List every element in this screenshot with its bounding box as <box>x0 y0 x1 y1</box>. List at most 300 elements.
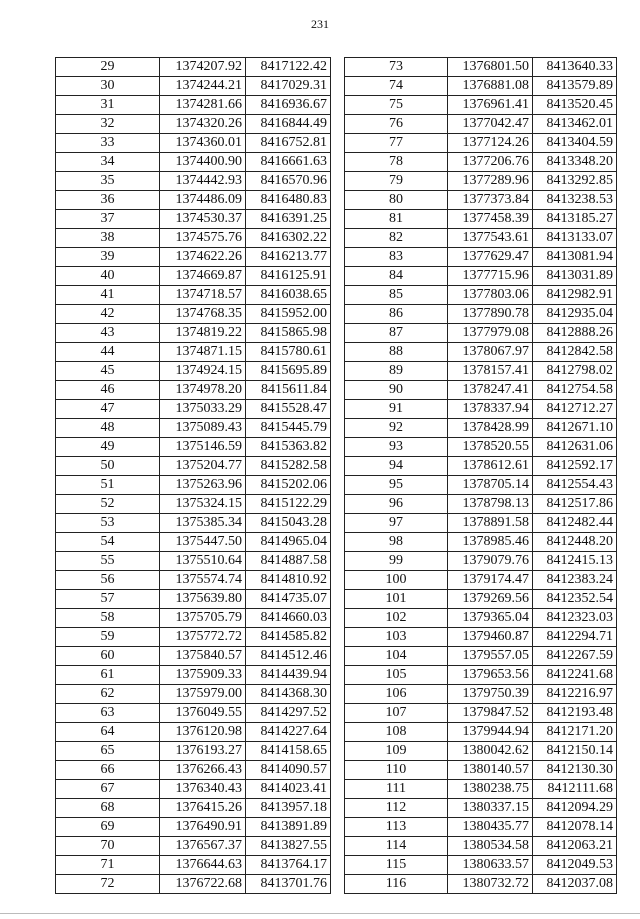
table-row <box>345 609 617 628</box>
table-row <box>345 723 617 742</box>
point-number-cell: 78 <box>345 153 448 172</box>
point-number-cell: 114 <box>345 837 448 856</box>
point-number-cell: 35 <box>56 172 160 191</box>
x-coordinate-cell: 1376722.68 <box>160 875 246 894</box>
table-row <box>345 514 617 533</box>
point-number-cell: 113 <box>345 818 448 837</box>
y-coordinate-cell: 8415282.58 <box>246 457 331 476</box>
point-number-cell: 44 <box>56 343 160 362</box>
x-coordinate-cell: 1374400.90 <box>160 153 246 172</box>
x-coordinate-cell: 1379557.05 <box>448 647 533 666</box>
table-row <box>345 818 617 837</box>
point-number-cell: 102 <box>345 609 448 628</box>
y-coordinate-cell: 8415611.84 <box>246 381 331 400</box>
point-number-cell: 33 <box>56 134 160 153</box>
point-number-cell: 95 <box>345 476 448 495</box>
x-coordinate-cell: 1377543.61 <box>448 229 533 248</box>
table-row <box>56 96 331 115</box>
x-coordinate-cell: 1375574.74 <box>160 571 246 590</box>
x-coordinate-cell: 1376801.50 <box>448 58 533 77</box>
table-row <box>56 115 331 134</box>
table-row <box>345 362 617 381</box>
x-coordinate-cell: 1380140.57 <box>448 761 533 780</box>
table-row <box>345 761 617 780</box>
point-number-cell: 93 <box>345 438 448 457</box>
y-coordinate-cell: 8415695.89 <box>246 362 331 381</box>
x-coordinate-cell: 1374622.26 <box>160 248 246 267</box>
y-coordinate-cell: 8414512.46 <box>246 647 331 666</box>
x-coordinate-cell: 1377803.06 <box>448 286 533 305</box>
table-row <box>56 571 331 590</box>
x-coordinate-cell: 1375089.43 <box>160 419 246 438</box>
x-coordinate-cell: 1375324.15 <box>160 495 246 514</box>
y-coordinate-cell: 8413238.53 <box>533 191 617 210</box>
y-coordinate-cell: 8413520.45 <box>533 96 617 115</box>
x-coordinate-cell: 1375510.64 <box>160 552 246 571</box>
x-coordinate-cell: 1375263.96 <box>160 476 246 495</box>
x-coordinate-cell: 1375146.59 <box>160 438 246 457</box>
y-coordinate-cell: 8412798.02 <box>533 362 617 381</box>
point-number-cell: 69 <box>56 818 160 837</box>
y-coordinate-cell: 8412241.68 <box>533 666 617 685</box>
point-number-cell: 48 <box>56 419 160 438</box>
point-number-cell: 53 <box>56 514 160 533</box>
point-number-cell: 68 <box>56 799 160 818</box>
table-row <box>56 628 331 647</box>
y-coordinate-cell: 8412842.58 <box>533 343 617 362</box>
table-row <box>345 533 617 552</box>
table-row <box>56 248 331 267</box>
x-coordinate-cell: 1379174.47 <box>448 571 533 590</box>
table-row <box>56 723 331 742</box>
table-row <box>56 343 331 362</box>
point-number-cell: 90 <box>345 381 448 400</box>
table-row <box>56 305 331 324</box>
x-coordinate-cell: 1378705.14 <box>448 476 533 495</box>
table-row <box>345 400 617 419</box>
table-row <box>56 77 331 96</box>
y-coordinate-cell: 8413891.89 <box>246 818 331 837</box>
y-coordinate-cell: 8417029.31 <box>246 77 331 96</box>
y-coordinate-cell: 8415202.06 <box>246 476 331 495</box>
y-coordinate-cell: 8413827.55 <box>246 837 331 856</box>
point-number-cell: 108 <box>345 723 448 742</box>
point-number-cell: 45 <box>56 362 160 381</box>
y-coordinate-cell: 8413462.01 <box>533 115 617 134</box>
point-number-cell: 105 <box>345 666 448 685</box>
table-row <box>56 362 331 381</box>
table-row <box>56 704 331 723</box>
y-coordinate-cell: 8413081.94 <box>533 248 617 267</box>
x-coordinate-cell: 1380042.62 <box>448 742 533 761</box>
point-number-cell: 115 <box>345 856 448 875</box>
x-coordinate-cell: 1376567.37 <box>160 837 246 856</box>
table-row <box>56 837 331 856</box>
y-coordinate-cell: 8412267.59 <box>533 647 617 666</box>
x-coordinate-cell: 1375840.57 <box>160 647 246 666</box>
x-coordinate-cell: 1375979.00 <box>160 685 246 704</box>
point-number-cell: 41 <box>56 286 160 305</box>
point-number-cell: 73 <box>345 58 448 77</box>
point-number-cell: 103 <box>345 628 448 647</box>
x-coordinate-cell: 1375204.77 <box>160 457 246 476</box>
table-row <box>56 495 331 514</box>
point-number-cell: 77 <box>345 134 448 153</box>
y-coordinate-cell: 8416480.83 <box>246 191 331 210</box>
x-coordinate-cell: 1376266.43 <box>160 761 246 780</box>
table-row <box>56 381 331 400</box>
table-row <box>56 514 331 533</box>
point-number-cell: 74 <box>345 77 448 96</box>
x-coordinate-cell: 1379460.87 <box>448 628 533 647</box>
y-coordinate-cell: 8414227.64 <box>246 723 331 742</box>
y-coordinate-cell: 8412150.14 <box>533 742 617 761</box>
y-coordinate-cell: 8412631.06 <box>533 438 617 457</box>
table-row <box>56 609 331 628</box>
x-coordinate-cell: 1374871.15 <box>160 343 246 362</box>
y-coordinate-cell: 8416752.81 <box>246 134 331 153</box>
y-coordinate-cell: 8415043.28 <box>246 514 331 533</box>
x-coordinate-cell: 1374530.37 <box>160 210 246 229</box>
x-coordinate-cell: 1380238.75 <box>448 780 533 799</box>
y-coordinate-cell: 8412049.53 <box>533 856 617 875</box>
x-coordinate-cell: 1379269.56 <box>448 590 533 609</box>
y-coordinate-cell: 8413185.27 <box>533 210 617 229</box>
table-row <box>345 856 617 875</box>
point-number-cell: 86 <box>345 305 448 324</box>
table-row <box>56 419 331 438</box>
point-number-cell: 50 <box>56 457 160 476</box>
table-row <box>345 590 617 609</box>
point-number-cell: 72 <box>56 875 160 894</box>
point-number-cell: 59 <box>56 628 160 647</box>
point-number-cell: 61 <box>56 666 160 685</box>
point-number-cell: 79 <box>345 172 448 191</box>
y-coordinate-cell: 8412294.71 <box>533 628 617 647</box>
table-row <box>345 324 617 343</box>
x-coordinate-cell: 1374244.21 <box>160 77 246 96</box>
y-coordinate-cell: 8412517.86 <box>533 495 617 514</box>
table-row <box>56 153 331 172</box>
x-coordinate-cell: 1374768.35 <box>160 305 246 324</box>
y-coordinate-cell: 8414439.94 <box>246 666 331 685</box>
point-number-cell: 51 <box>56 476 160 495</box>
y-coordinate-cell: 8413292.85 <box>533 172 617 191</box>
point-number-cell: 54 <box>56 533 160 552</box>
point-number-cell: 66 <box>56 761 160 780</box>
x-coordinate-cell: 1378067.97 <box>448 343 533 362</box>
table-row <box>345 476 617 495</box>
point-number-cell: 42 <box>56 305 160 324</box>
table-row <box>345 286 617 305</box>
point-number-cell: 106 <box>345 685 448 704</box>
x-coordinate-cell: 1378157.41 <box>448 362 533 381</box>
x-coordinate-cell: 1376120.98 <box>160 723 246 742</box>
point-number-cell: 34 <box>56 153 160 172</box>
y-coordinate-cell: 8412193.48 <box>533 704 617 723</box>
x-coordinate-cell: 1375909.33 <box>160 666 246 685</box>
x-coordinate-cell: 1374924.15 <box>160 362 246 381</box>
point-number-cell: 101 <box>345 590 448 609</box>
x-coordinate-cell: 1378985.46 <box>448 533 533 552</box>
point-number-cell: 30 <box>56 77 160 96</box>
x-coordinate-cell: 1374486.09 <box>160 191 246 210</box>
page-number: 231 <box>311 17 329 31</box>
x-coordinate-cell: 1374360.01 <box>160 134 246 153</box>
x-coordinate-cell: 1380732.72 <box>448 875 533 894</box>
y-coordinate-cell: 8412712.27 <box>533 400 617 419</box>
y-coordinate-cell: 8416936.67 <box>246 96 331 115</box>
y-coordinate-cell: 8413133.07 <box>533 229 617 248</box>
table-row <box>345 837 617 856</box>
table-row <box>345 457 617 476</box>
x-coordinate-cell: 1378798.13 <box>448 495 533 514</box>
point-number-cell: 58 <box>56 609 160 628</box>
y-coordinate-cell: 8417122.42 <box>246 58 331 77</box>
table-row <box>345 229 617 248</box>
point-number-cell: 62 <box>56 685 160 704</box>
y-coordinate-cell: 8414735.07 <box>246 590 331 609</box>
table-row <box>345 799 617 818</box>
x-coordinate-cell: 1374207.92 <box>160 58 246 77</box>
point-number-cell: 75 <box>345 96 448 115</box>
table-row <box>345 571 617 590</box>
point-number-cell: 52 <box>56 495 160 514</box>
table-row <box>345 115 617 134</box>
table-row <box>345 210 617 229</box>
y-coordinate-cell: 8412130.30 <box>533 761 617 780</box>
y-coordinate-cell: 8412037.08 <box>533 875 617 894</box>
x-coordinate-cell: 1375705.79 <box>160 609 246 628</box>
point-number-cell: 88 <box>345 343 448 362</box>
coordinates-table-left <box>55 57 331 894</box>
x-coordinate-cell: 1379944.94 <box>448 723 533 742</box>
table-row <box>345 647 617 666</box>
y-coordinate-cell: 8416213.77 <box>246 248 331 267</box>
point-number-cell: 83 <box>345 248 448 267</box>
table-row <box>56 476 331 495</box>
y-coordinate-cell: 8412383.24 <box>533 571 617 590</box>
x-coordinate-cell: 1377458.39 <box>448 210 533 229</box>
x-coordinate-cell: 1374320.26 <box>160 115 246 134</box>
x-coordinate-cell: 1378520.55 <box>448 438 533 457</box>
table-row <box>345 96 617 115</box>
y-coordinate-cell: 8413764.17 <box>246 856 331 875</box>
y-coordinate-cell: 8416391.25 <box>246 210 331 229</box>
x-coordinate-cell: 1380337.15 <box>448 799 533 818</box>
table-row <box>56 818 331 837</box>
point-number-cell: 39 <box>56 248 160 267</box>
table-row <box>345 343 617 362</box>
table-row <box>345 704 617 723</box>
point-number-cell: 84 <box>345 267 448 286</box>
x-coordinate-cell: 1375772.72 <box>160 628 246 647</box>
table-row <box>345 685 617 704</box>
point-number-cell: 29 <box>56 58 160 77</box>
x-coordinate-cell: 1377373.84 <box>448 191 533 210</box>
x-coordinate-cell: 1380534.58 <box>448 837 533 856</box>
y-coordinate-cell: 8412935.04 <box>533 305 617 324</box>
x-coordinate-cell: 1379365.04 <box>448 609 533 628</box>
table-row <box>56 875 331 894</box>
point-number-cell: 60 <box>56 647 160 666</box>
table-row <box>345 875 617 894</box>
table-row <box>345 381 617 400</box>
point-number-cell: 70 <box>56 837 160 856</box>
y-coordinate-cell: 8412323.03 <box>533 609 617 628</box>
y-coordinate-cell: 8415363.82 <box>246 438 331 457</box>
y-coordinate-cell: 8412171.20 <box>533 723 617 742</box>
x-coordinate-cell: 1379079.76 <box>448 552 533 571</box>
table-row <box>345 153 617 172</box>
table-row <box>345 780 617 799</box>
point-number-cell: 63 <box>56 704 160 723</box>
y-coordinate-cell: 8415122.29 <box>246 495 331 514</box>
point-number-cell: 76 <box>345 115 448 134</box>
y-coordinate-cell: 8414965.04 <box>246 533 331 552</box>
table-row <box>345 419 617 438</box>
x-coordinate-cell: 1376490.91 <box>160 818 246 837</box>
y-coordinate-cell: 8414887.58 <box>246 552 331 571</box>
point-number-cell: 46 <box>56 381 160 400</box>
y-coordinate-cell: 8415445.79 <box>246 419 331 438</box>
y-coordinate-cell: 8413957.18 <box>246 799 331 818</box>
table-row <box>56 552 331 571</box>
x-coordinate-cell: 1378247.41 <box>448 381 533 400</box>
x-coordinate-cell: 1376193.27 <box>160 742 246 761</box>
x-coordinate-cell: 1376049.55 <box>160 704 246 723</box>
table-row <box>345 305 617 324</box>
x-coordinate-cell: 1377206.76 <box>448 153 533 172</box>
point-number-cell: 49 <box>56 438 160 457</box>
y-coordinate-cell: 8412216.97 <box>533 685 617 704</box>
table-row <box>345 172 617 191</box>
x-coordinate-cell: 1377979.08 <box>448 324 533 343</box>
point-number-cell: 107 <box>345 704 448 723</box>
point-number-cell: 38 <box>56 229 160 248</box>
table-row <box>56 799 331 818</box>
point-number-cell: 31 <box>56 96 160 115</box>
x-coordinate-cell: 1377629.47 <box>448 248 533 267</box>
point-number-cell: 37 <box>56 210 160 229</box>
table-row <box>56 533 331 552</box>
x-coordinate-cell: 1378891.58 <box>448 514 533 533</box>
x-coordinate-cell: 1374281.66 <box>160 96 246 115</box>
y-coordinate-cell: 8414090.57 <box>246 761 331 780</box>
point-number-cell: 67 <box>56 780 160 799</box>
x-coordinate-cell: 1379750.39 <box>448 685 533 704</box>
table-row <box>56 856 331 875</box>
x-coordinate-cell: 1379653.56 <box>448 666 533 685</box>
y-coordinate-cell: 8415528.47 <box>246 400 331 419</box>
point-number-cell: 36 <box>56 191 160 210</box>
point-number-cell: 111 <box>345 780 448 799</box>
point-number-cell: 82 <box>345 229 448 248</box>
table-row <box>56 267 331 286</box>
table-row <box>56 172 331 191</box>
point-number-cell: 116 <box>345 875 448 894</box>
y-coordinate-cell: 8414810.92 <box>246 571 331 590</box>
table-row <box>56 400 331 419</box>
y-coordinate-cell: 8416570.96 <box>246 172 331 191</box>
y-coordinate-cell: 8415780.61 <box>246 343 331 362</box>
table-row <box>56 780 331 799</box>
point-number-cell: 87 <box>345 324 448 343</box>
table-row <box>56 685 331 704</box>
x-coordinate-cell: 1378428.99 <box>448 419 533 438</box>
x-coordinate-cell: 1376644.63 <box>160 856 246 875</box>
x-coordinate-cell: 1377890.78 <box>448 305 533 324</box>
point-number-cell: 91 <box>345 400 448 419</box>
x-coordinate-cell: 1377042.47 <box>448 115 533 134</box>
point-number-cell: 40 <box>56 267 160 286</box>
point-number-cell: 94 <box>345 457 448 476</box>
point-number-cell: 97 <box>345 514 448 533</box>
point-number-cell: 98 <box>345 533 448 552</box>
y-coordinate-cell: 8414297.52 <box>246 704 331 723</box>
y-coordinate-cell: 8413348.20 <box>533 153 617 172</box>
x-coordinate-cell: 1378612.61 <box>448 457 533 476</box>
y-coordinate-cell: 8414585.82 <box>246 628 331 647</box>
point-number-cell: 104 <box>345 647 448 666</box>
point-number-cell: 85 <box>345 286 448 305</box>
y-coordinate-cell: 8412352.54 <box>533 590 617 609</box>
y-coordinate-cell: 8412078.14 <box>533 818 617 837</box>
point-number-cell: 43 <box>56 324 160 343</box>
x-coordinate-cell: 1374718.57 <box>160 286 246 305</box>
point-number-cell: 96 <box>345 495 448 514</box>
point-number-cell: 92 <box>345 419 448 438</box>
table-row <box>56 457 331 476</box>
x-coordinate-cell: 1377124.26 <box>448 134 533 153</box>
x-coordinate-cell: 1374669.87 <box>160 267 246 286</box>
table-row <box>345 248 617 267</box>
point-number-cell: 81 <box>345 210 448 229</box>
table-row <box>56 58 331 77</box>
point-number-cell: 65 <box>56 742 160 761</box>
table-row <box>345 58 617 77</box>
point-number-cell: 57 <box>56 590 160 609</box>
table-row <box>345 495 617 514</box>
y-coordinate-cell: 8412888.26 <box>533 324 617 343</box>
x-coordinate-cell: 1376961.41 <box>448 96 533 115</box>
table-row <box>56 742 331 761</box>
y-coordinate-cell: 8415865.98 <box>246 324 331 343</box>
table-row <box>56 761 331 780</box>
y-coordinate-cell: 8413404.59 <box>533 134 617 153</box>
table-row <box>56 229 331 248</box>
table-row <box>345 267 617 286</box>
y-coordinate-cell: 8412554.43 <box>533 476 617 495</box>
point-number-cell: 109 <box>345 742 448 761</box>
x-coordinate-cell: 1375385.34 <box>160 514 246 533</box>
y-coordinate-cell: 8412754.58 <box>533 381 617 400</box>
point-number-cell: 112 <box>345 799 448 818</box>
point-number-cell: 55 <box>56 552 160 571</box>
x-coordinate-cell: 1376340.43 <box>160 780 246 799</box>
x-coordinate-cell: 1380435.77 <box>448 818 533 837</box>
x-coordinate-cell: 1376415.26 <box>160 799 246 818</box>
table-row <box>56 134 331 153</box>
x-coordinate-cell: 1374978.20 <box>160 381 246 400</box>
point-number-cell: 100 <box>345 571 448 590</box>
point-number-cell: 32 <box>56 115 160 134</box>
table-row <box>56 590 331 609</box>
y-coordinate-cell: 8412448.20 <box>533 533 617 552</box>
y-coordinate-cell: 8413579.89 <box>533 77 617 96</box>
x-coordinate-cell: 1376881.08 <box>448 77 533 96</box>
y-coordinate-cell: 8412982.91 <box>533 286 617 305</box>
